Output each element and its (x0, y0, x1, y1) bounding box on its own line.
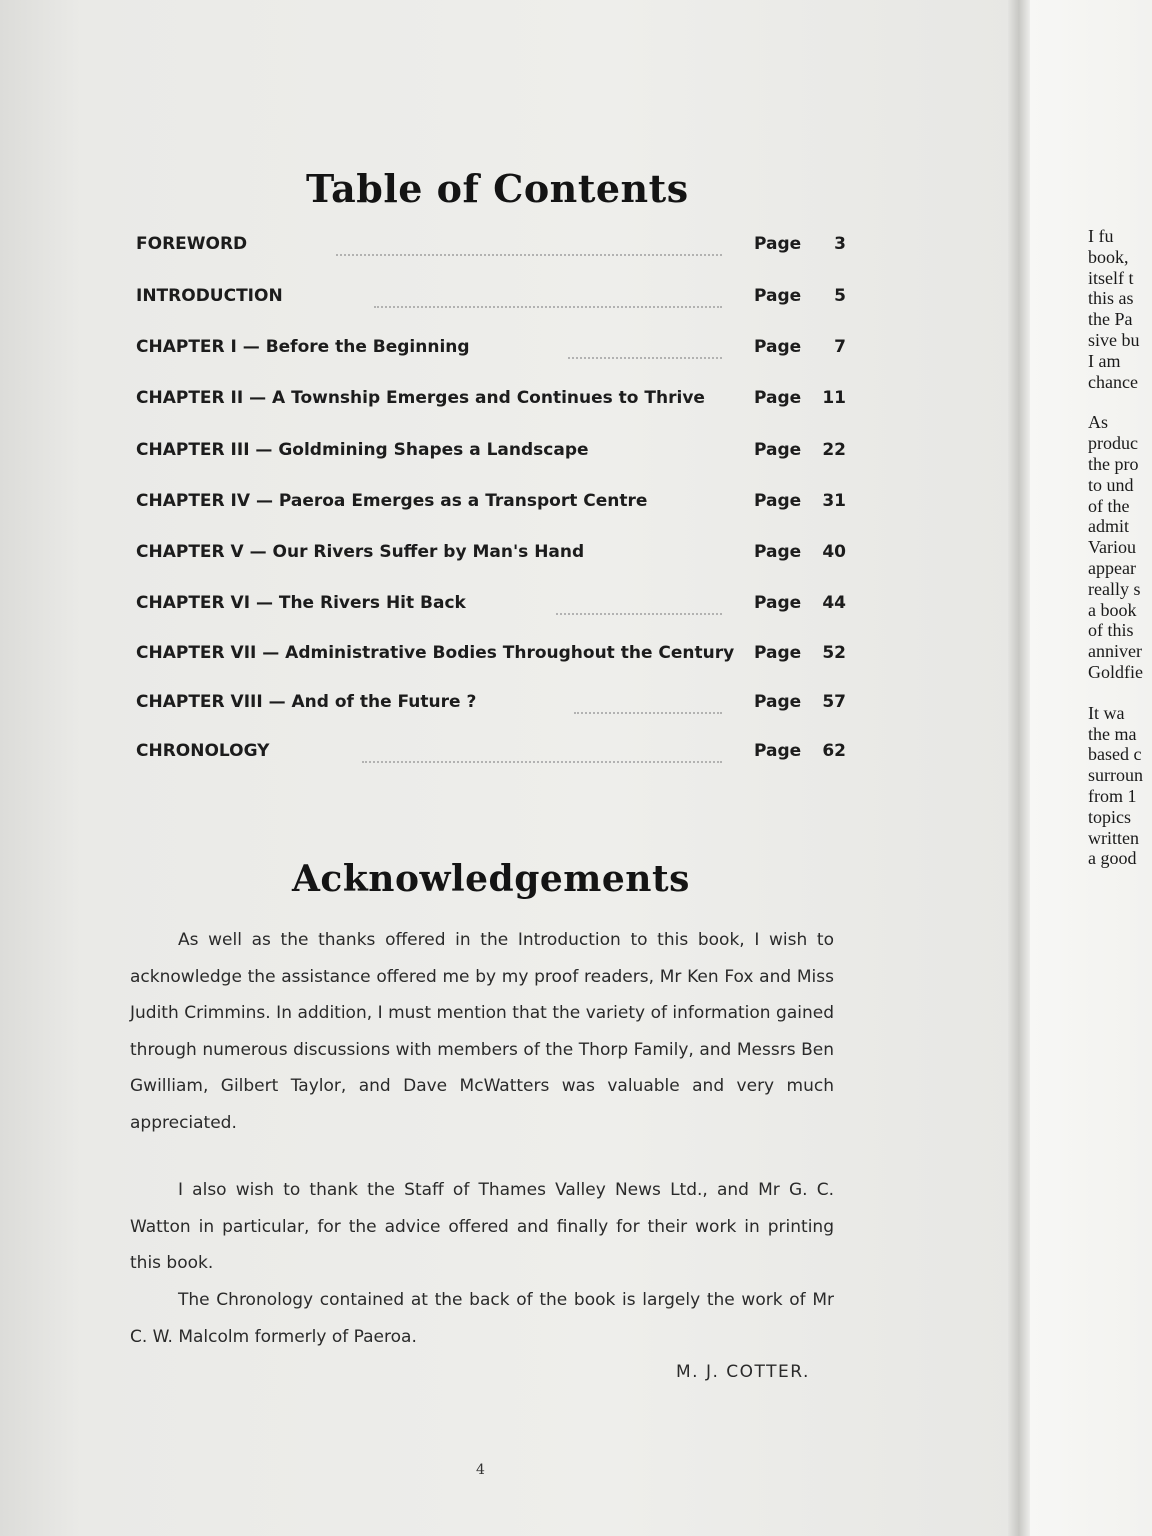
toc-page-word: Page (754, 692, 802, 712)
ack-paragraph-2: I also wish to thank the Staff of Thames Valley News Ltd., and Mr G. C. Watton in particular, for the advice offered and finally for their work in printing this book. (130, 1180, 834, 1273)
toc-page-word: Page (754, 388, 802, 408)
toc-page-word: Page (754, 741, 802, 761)
toc-entry (136, 741, 846, 771)
facing-page-line: produc (1088, 433, 1138, 454)
toc-entry (136, 337, 846, 367)
facing-page-line: this as (1088, 288, 1134, 309)
toc-entry-label: CHAPTER II — A Township Emerges and Continues to Thrive (136, 388, 705, 408)
facing-page-line: itself t (1088, 267, 1134, 288)
toc-entry (136, 643, 846, 673)
facing-page-line: a book (1088, 599, 1137, 620)
toc-page-number: 7 (834, 337, 846, 357)
facing-page-line: a good (1088, 848, 1137, 869)
toc-page-number: 11 (822, 388, 846, 408)
toc-entry (136, 388, 846, 418)
toc-entry-label: CHAPTER VIII — And of the Future ? (136, 692, 477, 712)
facing-page-line: the Pa (1088, 309, 1133, 330)
facing-page-line: surroun (1088, 765, 1143, 786)
toc-page-word: Page (754, 491, 802, 511)
facing-page-block-1 (1088, 226, 1152, 392)
toc-entry (136, 234, 846, 264)
toc-leader-dots (336, 238, 722, 256)
toc-page-number: 31 (822, 491, 846, 511)
facing-page-line: topics (1088, 806, 1131, 827)
toc-entry-label: CHAPTER VI — The Rivers Hit Back (136, 593, 466, 613)
facing-page-line: sive bu (1088, 329, 1140, 350)
toc-page-number: 40 (822, 542, 846, 562)
toc-entry (136, 286, 846, 316)
facing-page-line: chance (1088, 371, 1138, 392)
facing-page-line: really s (1088, 578, 1141, 599)
toc-entry (136, 593, 846, 623)
toc-page-word: Page (754, 542, 802, 562)
facing-page-line: from 1 (1088, 785, 1137, 806)
toc-leader-dots (574, 696, 722, 714)
toc-page-number: 62 (822, 741, 846, 761)
toc-entry-label: CHAPTER I — Before the Beginning (136, 337, 470, 357)
facing-page-line: based c (1088, 744, 1142, 765)
facing-page-line: anniver (1088, 641, 1142, 662)
acknowledgements-title: Acknowledgements (292, 858, 690, 900)
toc-leader-dots (556, 597, 722, 615)
page-number: 4 (476, 1462, 485, 1478)
toc-entry (136, 692, 846, 722)
toc-page-number: 22 (822, 440, 846, 460)
toc-page-number: 5 (834, 286, 846, 306)
toc-page-number: 3 (834, 234, 846, 254)
facing-page-line: of the (1088, 495, 1130, 516)
book-gutter (1008, 0, 1032, 1536)
toc-leader-dots (374, 290, 722, 308)
toc-page-word: Page (754, 286, 802, 306)
facing-page-block-3 (1088, 703, 1152, 869)
facing-page-line: book, (1088, 246, 1129, 267)
toc-entry-label: CHAPTER III — Goldmining Shapes a Landscape (136, 440, 589, 460)
facing-page-line: It wa (1088, 702, 1125, 723)
facing-page-line: Goldfie (1088, 661, 1143, 682)
ack-paragraph-3: The Chronology contained at the back of the book is largely the work of Mr C. W. Malcolm formerly of Paeroa. (130, 1290, 834, 1347)
toc-entry-label: CHAPTER IV — Paeroa Emerges as a Transport Centre (136, 491, 648, 511)
toc-entry-label: INTRODUCTION (136, 286, 283, 306)
ack-paragraph-1: As well as the thanks offered in the Introduction to this book, I wish to acknowledge the assistance offered me by my proof readers, Mr Ken Fox and Miss Judith Crimmins. In addition, I must mention that the variety of information gained through numerous discussions with members of the Thorp Family, and Messrs Ben Gwilliam, Gilbert Taylor, and Dave McWatters was valuable and very much appreciated. (130, 930, 834, 1133)
toc-page-word: Page (754, 440, 802, 460)
facing-page-line: Variou (1088, 537, 1136, 558)
facing-page-line: to und (1088, 474, 1134, 495)
facing-page-line: of this (1088, 620, 1134, 641)
facing-page-line: the pro (1088, 453, 1139, 474)
toc-page-number: 44 (822, 593, 846, 613)
toc-page-number: 57 (822, 692, 846, 712)
toc-leader-dots (568, 341, 722, 359)
toc-page-number: 52 (822, 643, 846, 663)
facing-page-line: As (1088, 412, 1109, 433)
facing-page-line: appear (1088, 557, 1136, 578)
facing-page-text (1088, 226, 1152, 869)
facing-page-line: the ma (1088, 723, 1137, 744)
facing-page-line: I am (1088, 350, 1121, 371)
facing-page-line: I fu (1088, 226, 1114, 246)
toc-title: Table of Contents (306, 166, 689, 211)
toc-entry (136, 440, 846, 470)
toc-entry (136, 542, 846, 572)
toc-page-word: Page (754, 593, 802, 613)
toc-leader-dots (362, 745, 722, 763)
toc-page-word: Page (754, 234, 802, 254)
toc-entry-label: CHAPTER VII — Administrative Bodies Throughout the Century (136, 643, 735, 663)
author-signature: M. J. COTTER. (676, 1362, 810, 1382)
toc-entry (136, 491, 846, 521)
toc-page-word: Page (754, 643, 802, 663)
facing-page-line: admit (1088, 516, 1129, 537)
toc-entry-label: CHRONOLOGY (136, 741, 270, 761)
facing-page-line: written (1088, 827, 1139, 848)
toc-entry-label: FOREWORD (136, 234, 248, 254)
toc-entry-label: CHAPTER V — Our Rivers Suffer by Man's Hand (136, 542, 585, 562)
facing-page-block-2 (1088, 412, 1152, 682)
toc-page-word: Page (754, 337, 802, 357)
